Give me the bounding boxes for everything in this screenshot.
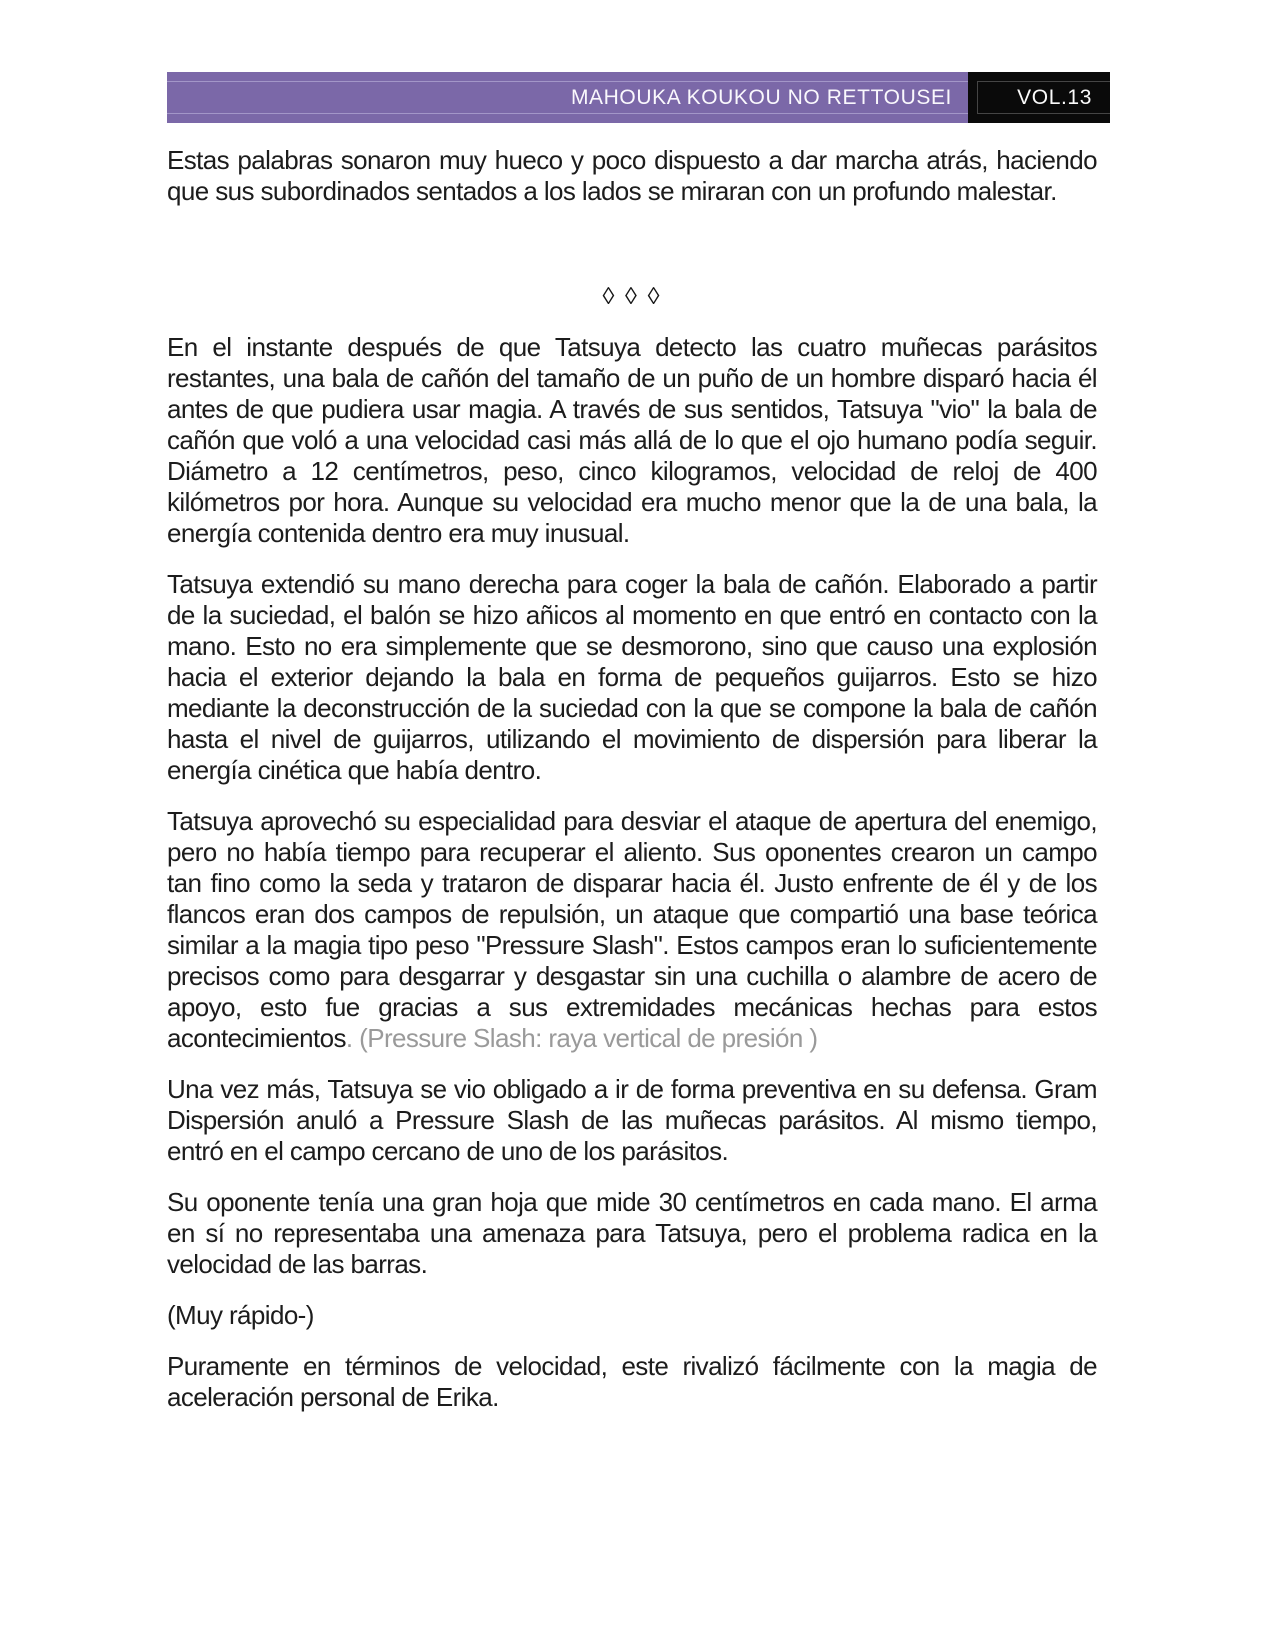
volume-label: VOL.13 xyxy=(1017,85,1092,109)
paragraph: Una vez más, Tatsuya se vio obligado a ir de forma preventiva en su defensa. Gram Dispersión anuló a Pressure Slash de las muñecas parásitos. Al mismo tiempo, entró en el campo cercano de uno de los parásitos. xyxy=(167,1074,1097,1166)
paragraph: En el instante después de que Tatsuya detecto las cuatro muñecas parásitos restantes, una bala de cañón del tamaño de un puño de un hombre disparó hacia él antes de que pudiera usar magia. A través de sus sentidos, Tatsuya "vio" la bala de cañón que voló a una velocidad casi más allá de lo que el ojo humano podía seguir. Diámetro a 12 centímetros, peso, cinco kilogramos, velocidad de reloj de 400 kilómetros por hora. Aunque su velocidad era mucho menor que la de una bala, la energía contenida dentro era muy inusual. xyxy=(167,332,1097,548)
document-body xyxy=(167,123,1097,1433)
section-divider: ◊ ◊ ◊ xyxy=(602,283,662,310)
paragraph: (Muy rápido-) xyxy=(167,1300,314,1330)
translator-note: . (Pressure Slash: raya vertical de presión ) xyxy=(345,1023,818,1053)
paragraph: Estas palabras sonaron muy hueco y poco dispuesto a dar marcha atrás, haciendo que sus subordinados sentados a los lados se miraran con un profundo malestar. xyxy=(167,145,1097,206)
document-title: MAHOUKA KOUKOU NO RETTOUSEI xyxy=(570,85,952,109)
header-title-bar xyxy=(167,72,968,123)
volume-badge xyxy=(968,72,1110,123)
paragraph: Su oponente tenía una gran hoja que mide 30 centímetros en cada mano. El arma en sí no representaba una amenaza para Tatsuya, pero el problema radica en la velocidad de las barras. xyxy=(167,1187,1097,1279)
page-header-banner xyxy=(167,72,1110,123)
paragraph: Tatsuya extendió su mano derecha para coger la bala de cañón. Elaborado a partir de la suciedad, el balón se hizo añicos al momento en que entró en contacto con la mano. Esto no era simplemente que se desmorono, sino que causo una explosión hacia el exterior dejando la bala en forma de pequeños guijarros. Esto se hizo mediante la deconstrucción de la suciedad con la que se compone la bala de cañón hasta el nivel de guijarros, utilizando el movimiento de dispersión para liberar la energía cinética que había dentro. xyxy=(167,569,1097,785)
paragraph xyxy=(167,806,1097,1054)
paragraph-text: Tatsuya aprovechó su especialidad para desviar el ataque de apertura del enemigo, pero no había tiempo para recuperar el aliento. Sus oponentes crearon un campo tan fino como la seda y trataron de disparar hacia él. Justo enfrente de él y de los flancos eran dos campos de repulsión, un ataque que compartió una base teórica similar a la magia tipo peso "Pressure Slash". Estos campos eran lo suficientemente precisos como para desgarrar y desgastar sin una cuchilla o alambre de acero de apoyo, esto fue gracias a sus extremidades mecánicas hechas para estos acontecimientos xyxy=(167,806,1097,1053)
paragraph: Puramente en términos de velocidad, este rivalizó fácilmente con la magia de aceleración personal de Erika. xyxy=(167,1351,1097,1412)
